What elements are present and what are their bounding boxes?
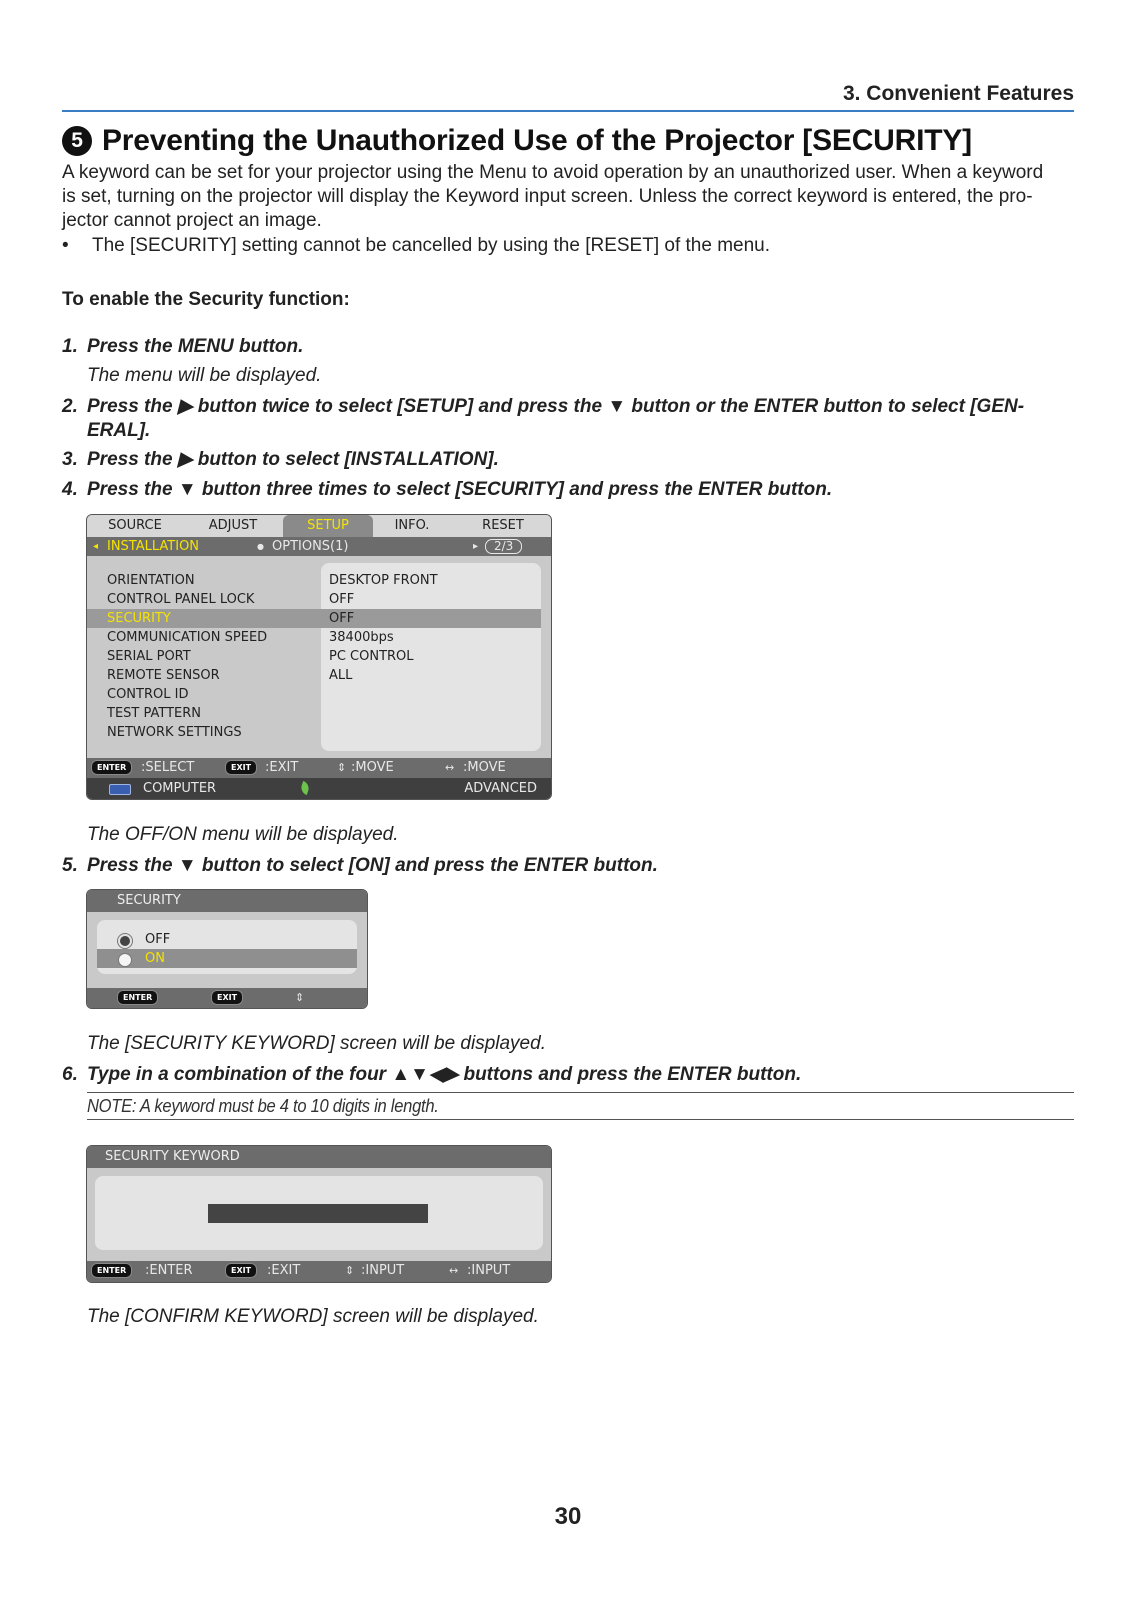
step-6 (62, 1063, 1074, 1087)
section-number-badge: 5 (62, 126, 92, 156)
step-number: 5. (62, 855, 78, 876)
step-5 (62, 854, 1074, 878)
left-arrow-icon[interactable]: ◂ (93, 541, 99, 552)
step-number: 2. (62, 396, 78, 417)
step-4 (62, 478, 1074, 502)
setting-value: ALL (329, 668, 353, 683)
option-off[interactable]: OFF (145, 932, 171, 947)
menu-footer (87, 758, 551, 778)
step-number: 4. (62, 479, 78, 500)
tab-source[interactable]: SOURCE (108, 518, 162, 533)
enter-key-icon: ENTER (91, 1263, 132, 1278)
step-text: Press the ▼ button to select [ON] and press the ENTER button. (87, 855, 658, 876)
menu-tab-bar (87, 515, 551, 537)
step-text: Press the ▶ button twice to select [SETUP] and press the ▼ button or the ENTER button to select [GEN- (87, 396, 1025, 417)
menu-footer (87, 1261, 551, 1282)
footer-exit-label: :EXIT (265, 760, 299, 775)
step-number: 3. (62, 449, 78, 470)
footer-move-label: :MOVE (351, 760, 394, 775)
subtab-options[interactable]: OPTIONS(1) (272, 539, 349, 554)
step-text-continued: ERAL]. (87, 420, 151, 441)
page-title (62, 124, 972, 158)
step-number: 6. (62, 1064, 78, 1085)
setting-value: OFF (329, 611, 355, 626)
note-rule-top (87, 1092, 1074, 1093)
security-keyword-screenshot (86, 1145, 552, 1283)
note-rule-bottom (87, 1119, 1074, 1120)
footer-input-label: :INPUT (361, 1263, 405, 1278)
option-on[interactable]: ON (145, 951, 165, 966)
source-label: COMPUTER (143, 781, 217, 796)
setting-value: OFF (329, 592, 355, 607)
security-onoff-menu-screenshot (86, 889, 368, 1009)
step-3 (62, 448, 1074, 472)
step-2 (62, 395, 1074, 443)
intro-line-2: is set, turning on the projector will display the Keyword input screen. Unless the correct keyword is entered, the pro- (62, 186, 1033, 207)
menu-footer (87, 988, 367, 1008)
setting-label[interactable]: ORIENTATION (107, 573, 195, 588)
radio-off-icon[interactable] (118, 934, 132, 948)
page-number: 30 (554, 1503, 582, 1530)
footer-input-label-2: :INPUT (467, 1263, 511, 1278)
footer-enter-label: :ENTER (145, 1263, 193, 1278)
setting-label-security[interactable]: SECURITY (107, 611, 171, 626)
tab-setup[interactable]: SETUP (283, 515, 373, 537)
enter-key-icon: ENTER (117, 990, 158, 1005)
section-subheading: To enable the Security function: (62, 289, 350, 310)
intro-line-1: A keyword can be set for your projector using the Menu to avoid operation by an unauthorized user. When a keyword (62, 162, 1044, 183)
step-text: Press the ▼ button three times to select [SECURITY] and press the ENTER button. (87, 479, 833, 500)
step-1 (62, 335, 1074, 359)
subtab-installation[interactable]: INSTALLATION (107, 539, 200, 554)
setup-menu-screenshot (86, 514, 552, 800)
step-text: Type in a combination of the four ▲▼◀▶ buttons and press the ENTER button. (87, 1064, 802, 1085)
page-indicator: 2/3 (485, 539, 522, 554)
exit-key-icon: EXIT (225, 1263, 257, 1278)
header-rule (62, 110, 1074, 112)
right-arrow-icon[interactable]: ▸ (473, 541, 479, 552)
setting-label[interactable]: CONTROL PANEL LOCK (107, 592, 255, 607)
menu-title: SECURITY KEYWORD (87, 1146, 551, 1168)
updown-icon: ⇕ (295, 991, 305, 1004)
setting-label[interactable]: SERIAL PORT (107, 649, 191, 664)
updown-icon: ⇕ (337, 761, 347, 774)
chapter-header: 3. Convenient Features (842, 82, 1074, 105)
step-6-result: The [CONFIRM KEYWORD] screen will be displayed. (87, 1306, 539, 1327)
menu-title: SECURITY (87, 890, 367, 912)
setting-label[interactable]: CONTROL ID (107, 687, 189, 702)
intro-line-3: jector cannot project an image. (62, 210, 322, 231)
setting-label[interactable]: REMOTE SENSOR (107, 668, 220, 683)
footer-exit-label: :EXIT (267, 1263, 301, 1278)
intro-paragraph (62, 161, 1074, 233)
menu-mode-label: ADVANCED (464, 781, 537, 796)
bullet-symbol: • (62, 235, 69, 256)
eco-leaf-icon (299, 781, 311, 795)
leftright-icon: ↔ (445, 761, 455, 774)
keyword-length-note: NOTE: A keyword must be 4 to 10 digits in length. (87, 1096, 439, 1116)
setting-label[interactable]: COMMUNICATION SPEED (107, 630, 268, 645)
intro-bullet (62, 235, 770, 257)
step-5-result: The [SECURITY KEYWORD] screen will be displayed. (87, 1033, 546, 1054)
keyword-input[interactable] (208, 1204, 428, 1223)
setting-value: PC CONTROL (329, 649, 414, 664)
footer-move-label-2: :MOVE (463, 760, 506, 775)
exit-key-icon: EXIT (225, 760, 257, 775)
status-bar (87, 778, 551, 799)
exit-key-icon: EXIT (211, 990, 243, 1005)
step-text: Press the MENU button. (87, 336, 304, 357)
tab-info[interactable]: INFO. (394, 518, 430, 533)
computer-input-icon (109, 784, 131, 795)
setting-label[interactable]: TEST PATTERN (107, 706, 201, 721)
selected-row-highlight (97, 949, 357, 968)
submenu-bar (87, 537, 551, 556)
step-4-result: The OFF/ON menu will be displayed. (87, 824, 399, 845)
radio-on-icon[interactable] (118, 953, 132, 967)
bullet-text: The [SECURITY] setting cannot be cancelled by using the [RESET] of the menu. (92, 235, 771, 256)
leftright-icon: ↔ (449, 1264, 459, 1277)
step-1-result: The menu will be displayed. (87, 365, 322, 386)
tab-adjust[interactable]: ADJUST (208, 518, 258, 533)
setting-value: DESKTOP FRONT (329, 573, 438, 588)
updown-icon: ⇕ (345, 1264, 355, 1277)
setting-label[interactable]: NETWORK SETTINGS (107, 725, 242, 740)
setting-value: 38400bps (329, 630, 394, 645)
page-title-text: Preventing the Unauthorized Use of the Projector [SECURITY] (102, 124, 972, 157)
footer-select-label: :SELECT (141, 760, 195, 775)
enter-key-icon: ENTER (91, 760, 132, 775)
step-number: 1. (62, 336, 78, 357)
step-text: Press the ▶ button to select [INSTALLATION]. (87, 449, 499, 470)
tab-reset[interactable]: RESET (482, 518, 524, 533)
dot-icon: ● (257, 542, 264, 551)
